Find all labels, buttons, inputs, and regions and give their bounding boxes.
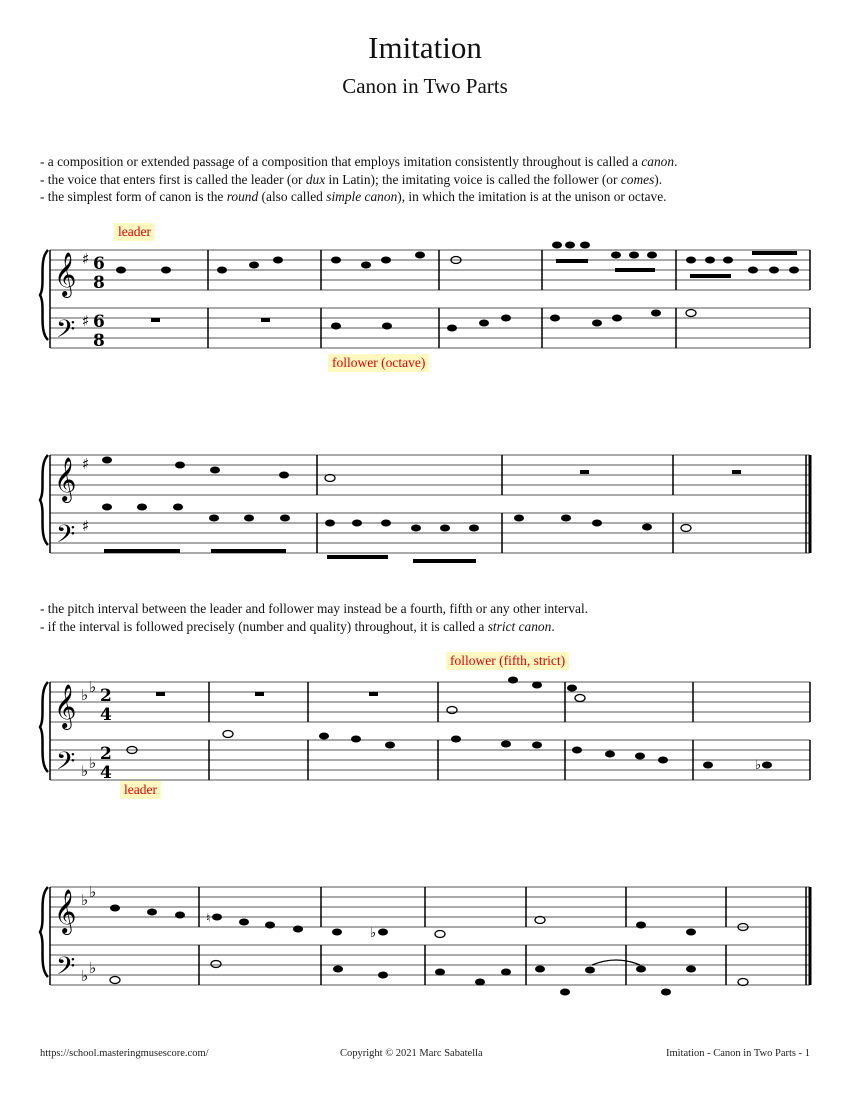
follower-label: follower (octave)	[328, 354, 429, 372]
svg-text:4: 4	[100, 763, 112, 783]
treble-clef-icon: 𝄞	[54, 684, 77, 728]
footer-copyright: Copyright © 2021 Marc Sabatella	[340, 1048, 483, 1059]
svg-text:2: 2	[100, 744, 112, 764]
natural-icon: ♮	[206, 911, 211, 925]
time-signature	[100, 686, 112, 783]
time-signature	[93, 254, 105, 351]
score-system-2	[0, 445, 850, 565]
svg-text:♭: ♭	[89, 959, 97, 977]
svg-text:8: 8	[93, 331, 105, 351]
middle-line-2: - if the interval is followed precisely (number and quality) throughout, it is called a strict canon.	[40, 618, 555, 634]
flat-icon: ♭	[370, 926, 377, 941]
leader-label: leader	[114, 223, 155, 241]
treble-clef-icon: 𝄞	[54, 252, 77, 296]
bass-clef-icon: 𝄢	[56, 520, 76, 555]
bass-clef-icon: 𝄢	[56, 315, 76, 350]
flat-icon	[81, 883, 96, 985]
brace-icon	[40, 887, 48, 977]
svg-text:2: 2	[100, 686, 112, 706]
score-system-4	[0, 877, 850, 997]
sharp-icon: ♯	[82, 517, 90, 535]
leader-label: leader	[120, 781, 161, 799]
svg-text:♭: ♭	[89, 678, 97, 696]
sharp-icon: ♯	[82, 455, 90, 473]
treble-clef-icon: 𝄞	[54, 457, 77, 501]
svg-text:♭: ♭	[89, 883, 97, 901]
bass-clef-icon: 𝄢	[56, 747, 76, 782]
svg-text:6: 6	[93, 254, 105, 274]
page-subtitle: Canon in Two Parts	[342, 74, 508, 98]
flat-icon	[81, 678, 96, 780]
score-system-3	[0, 672, 850, 792]
intro-line-3: - the simplest form of canon is the round (also called simple canon), in which the imitation is at the unison or octave.	[40, 189, 667, 204]
svg-text:6: 6	[93, 312, 105, 332]
flat-icon: ♭	[755, 758, 762, 773]
svg-text:♭: ♭	[81, 686, 89, 704]
svg-text:♭: ♭	[81, 891, 89, 909]
brace-icon	[40, 455, 48, 545]
sharp-icon: ♯	[82, 312, 90, 330]
brace-icon	[40, 250, 48, 340]
svg-text:♭: ♭	[81, 762, 89, 780]
svg-text:8: 8	[93, 273, 105, 293]
bass-clef-icon: 𝄢	[56, 952, 76, 987]
middle-line-1: - the pitch interval between the leader and follower may instead be a fourth, fifth or any other interval.	[40, 601, 589, 616]
treble-clef-icon: 𝄞	[54, 889, 77, 933]
svg-text:♭: ♭	[81, 967, 89, 985]
footer-url[interactable]: https://school.masteringmusescore.com/	[40, 1048, 209, 1059]
svg-text:4: 4	[100, 705, 112, 725]
intro-text	[40, 153, 677, 206]
footer-page-info: Imitation - Canon in Two Parts - 1	[665, 1048, 810, 1059]
svg-text:♭: ♭	[89, 754, 97, 772]
page-title: Imitation	[368, 30, 482, 65]
middle-text	[40, 600, 588, 635]
follower-label: follower (fifth, strict)	[446, 652, 569, 670]
score-system-1	[0, 240, 850, 360]
brace-icon	[40, 682, 48, 772]
intro-line-1: - a composition or extended passage of a composition that employs imitation consistently throughout is called a canon.	[40, 154, 678, 169]
intro-line-2: - the voice that enters first is called the leader (or dux in Latin); the imitating voice is called the follower (or comes).	[40, 171, 663, 187]
sharp-icon: ♯	[82, 250, 90, 268]
